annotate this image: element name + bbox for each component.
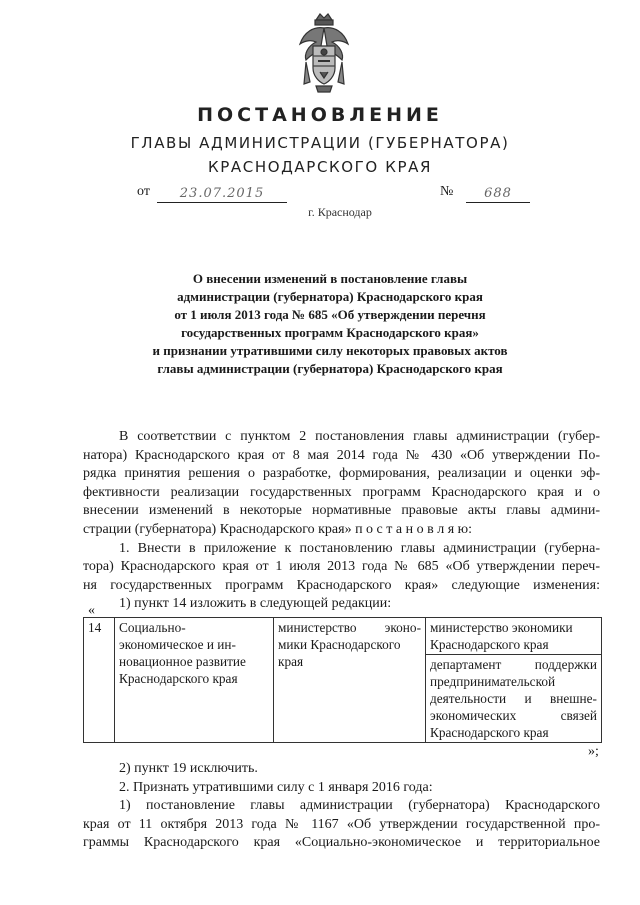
coordinator-cell — [274, 618, 426, 743]
body-line: натора) Краснодарского края от 8 мая 2014 года № 430 «Об утверждении По- — [83, 447, 600, 463]
participant-cell — [426, 618, 602, 655]
document-title — [110, 270, 550, 378]
title-line: О внесении изменений в постановление главы — [192, 271, 468, 286]
body-line: ня государственных программ Краснодарского края» следующие изменения: — [83, 577, 600, 593]
body-line: рядка принятия решения о разработке, формирования, реализации и оценки эф- — [83, 466, 600, 482]
cell-line: экономических связей — [430, 708, 597, 723]
body-line: 1) постановление главы администрации (губернатора) Краснодарского — [119, 798, 600, 814]
region-heading-line: КРАСНОДАРСКОГО КРАЯ — [208, 158, 432, 176]
title-line: главы администрации (губернатора) Краснодарского края — [157, 361, 503, 376]
handwritten-date: 23.07.2015 — [157, 186, 287, 203]
cell-line: Краснодарского края — [430, 637, 549, 652]
coat-of-arms-emblem — [296, 12, 352, 94]
number-label: № — [440, 184, 454, 199]
cell-line: мики Краснодарского — [278, 637, 401, 652]
body-line: 1) пункт 14 изложить в следующей редакции: — [119, 596, 392, 612]
body-line: 2) пункт 19 исключить. — [119, 761, 258, 776]
title-line: и признании утратившими силу некоторых правовых актов — [152, 343, 508, 358]
body-line: тора) Краснодарского края от 1 июля 2013 года № 685 «Об утверждении переч- — [83, 559, 600, 575]
body-line: граммы Краснодарского края «Социально-экономическое и территориальное — [83, 835, 600, 851]
cell-line: предпринимательской — [430, 674, 556, 689]
cell-line: департамент поддержки — [430, 657, 597, 672]
row-number-cell: 14 — [84, 618, 115, 743]
title-line: администрации (губернатора) Краснодарского края — [177, 289, 483, 304]
body-line: В соответствии с пунктом 2 постановления главы администрации (губер- — [119, 429, 600, 444]
cell-line: деятельности и внешне- — [430, 691, 597, 706]
cell-line: экономическое и ин- — [119, 637, 236, 652]
cell-line: министерство эконо- — [278, 620, 421, 635]
cell-line: Краснодарского края — [119, 671, 238, 686]
document-type-heading: ПОСТАНОВЛЕНИЕ — [197, 104, 443, 126]
opening-quote: « — [88, 603, 95, 618]
date-label: от — [137, 184, 150, 199]
closing-quote: »; — [588, 744, 599, 759]
amendment-table — [83, 617, 602, 743]
body-paragraphs-2 — [83, 760, 600, 853]
city-name: г. Краснодар — [308, 205, 372, 219]
body-line: страции (губернатора) Краснодарского края» п о с т а н о в л я ю: — [83, 521, 472, 537]
body-line: внесении изменений в некоторые нормативные правовые акты главы админи- — [83, 503, 600, 519]
handwritten-number: 688 — [466, 186, 530, 203]
program-name-cell — [115, 618, 274, 743]
body-line: 1. Внести в приложение к постановлению главы администрации (губерна- — [119, 540, 600, 556]
participant-cell — [426, 655, 602, 743]
body-paragraphs — [83, 428, 600, 614]
body-line: фективности реализации государственных программ Краснодарского края и о — [83, 484, 600, 500]
cell-line: Краснодарского края — [430, 725, 549, 740]
issuer-heading-line: ГЛАВЫ АДМИНИСТРАЦИИ (ГУБЕРНАТОРА) — [130, 134, 510, 152]
body-line: края от 11 октября 2013 года № 1167 «Об утверждении государственной про- — [83, 816, 600, 832]
cell-line: Социально- — [119, 620, 186, 635]
title-line: от 1 июля 2013 года № 685 «Об утверждении перечня — [174, 307, 486, 322]
title-line: государственных программ Краснодарского края» — [181, 325, 479, 340]
cell-line: новационное развитие — [119, 654, 246, 669]
cell-line: министерство экономики — [430, 620, 573, 635]
table-row — [84, 618, 602, 655]
body-line: 2. Признать утратившими силу с 1 января 2016 года: — [119, 779, 433, 795]
cell-line: края — [278, 654, 304, 669]
